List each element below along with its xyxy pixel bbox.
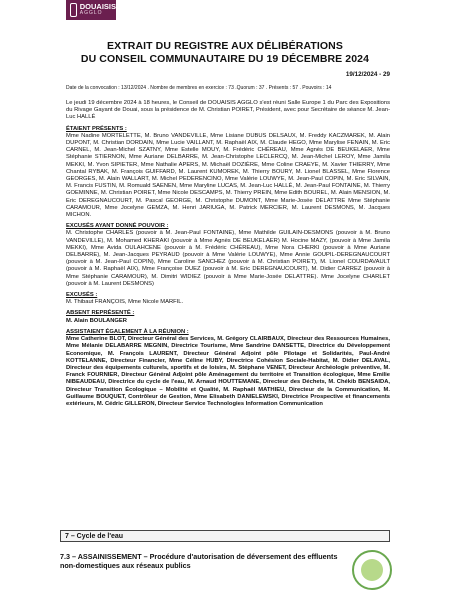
- deliberation-reference: 19/12/2024 - 29: [345, 71, 390, 78]
- present-heading: ÉTAIENT PRÉSENTS :: [66, 125, 127, 132]
- douaisis-agglo-logo: [66, 0, 116, 20]
- convocation-meta: Date de la convocation : 13/12/2024 . Nombre de membres en exercice : 73 .Quorum : 37 . Présents : 57 . Pouvoirs : 14: [66, 85, 332, 91]
- intro-paragraph: Le jeudi 19 décembre 2024 à 18 heures, le Conseil de DOUAISIS AGGLO s'est réuni Salle Europe 1 du Parc des Expositions du Rivage Gayant de Douai, sous la présidence de M. Christian POIRET, Président, avec pour Secrétaire de séance M. Jean-Luc HALLÉ: [66, 100, 390, 121]
- logo-name: DOUAISIS: [79, 2, 116, 11]
- excused-list: M. Thibaut FRANÇOIS, Mme Nicole MARFIL.: [66, 299, 184, 306]
- excused-power-list: M. Christophe CHARLES (pouvoir à M. Jean-Paul FONTAINE), Mme Mathilde GUILAIN-DESMONS (pouvoir à M. Bruno VANDEVILLE), M. Mohamed KHERAKI (pouvoir à Mme Agnès DE BEUKELAER) M. Hocine MAZY, (pouvoir à Mme Jamila MEKKI), Mme Avida OULAHCENE (pouvoir à M. Frédéric CHÉREAU), Mme Nora CHERKI (pouvoir à Mme Auriane DELBARRE), M. Jean-Jacques PEYRAUD (pouvoir à Mme Valérie LOUWYE), Mme Annie GOUPIL-DEREGNAUCOURT (pouvoir à M. Jean-Paul COPIN), Mme Caroline SANCHEZ (pouvoir à M. Christian POIRET), M. Lionel COURDAVAULT (pouvoir à M. Raphaël AIX), Mme Françoise DUEZ (pouvoir à M. Eric DEREGNAUCOURT), M. Didier CARREZ (pouvoir à Mme Stéphanie CARAMOUR), M. Dimitri WIDIEZ (pouvoir à Mme Marie-Josée DELATTRE). Mme Jocelyne CHARLET (pouvoir à M. Laurent DESMONS): [66, 230, 390, 287]
- absent-list: M. Alain BOULANGER: [66, 317, 127, 324]
- section-heading: 7 – Cycle de l'eau: [60, 530, 390, 542]
- excused-heading: EXCUSÉS :: [66, 292, 98, 299]
- label-badge-icon: [352, 550, 392, 590]
- badge-center: [361, 559, 383, 581]
- logo-mark-icon: [70, 3, 77, 17]
- present-list: Mme Nadine MORTELETTE, M. Bruno VANDEVILLE, Mme Lisiane DUBUS DELSAUX, M. Freddy KACZMAREK, M. Alain DUPONT, M. Christian DORDAIN, Mme Lucie VAILLANT, M. Raphaël AIX, M. Claude HEGO, Mme Marylise FENAIN, M. Eric CARNEL, M. Jean-Michel SZATNY, Mme Estelle MOUY, M. Frédéric CHÉREAU, Mme Agnès DE BEUKELAER, Mme Stéphanie STIERNON, Mme Auriane DELBARRE, M. Jean-Christophe LECLERCQ, M. Jean-Michel LEROY, Mme Jamila MEKKI, M. Yvon SIPIETER, Mme Nathalie APERS, M. Michaël DOZIÈRE, Mme Coline CRAEYE, M. Xavier THIERRY, Mme Chantal RYBAK, M. François GUIFFARD, M. Laurent KUMOREK, M. Thierry BOURY, M. Lionel BLASSEL, Mme Florence GEORGES, M. Alain WALLART, M. Michel PEDERENCINO, Mme Valérie LOUWYE, M. Jean-Paul COPIN, M. Eric SILVAIN, M. Francis FUSTIN, M. Romuald SAENEN, Mme Maryline LUCAS, M. Jean-Luc HALLÉ, M. Jean-Paul FONTAINE, M. Thierry GOEMINNE, M. Christian POIRET, Mme Nicole DESCAMPS, M. Thierry PREIN, Mme Edith BOUREL, M. Alain MENSION, M. Eric DEREGNAUCOURT, M. Pascal GEORGE, M. Christophe DUMONT, Mme Marie-Josée DELATTRE Mme Stéphanie CARAMOUR, Mme Jocelyne GEMZA, M. Henri JARIUGA, M. Patrick MERCIER, M. Laurent DESMONS, M. Jacques MICHON.: [66, 132, 390, 219]
- title-line-1: EXTRAIT DU REGISTRE AUX DÉLIBÉRATIONS: [107, 40, 343, 52]
- logo-subname: AGGLO: [79, 10, 103, 16]
- absent-heading: ABSENT REPRÉSENTÉ :: [66, 310, 135, 317]
- title-line-2: DU CONSEIL COMMUNAUTAIRE DU 19 DÉCEMBRE 2024: [80, 53, 370, 65]
- assistants-heading: ASSISTAIENT ÉGALEMENT À LA RÉUNION :: [66, 328, 189, 335]
- document-title: [60, 40, 390, 66]
- excused-power-heading: EXCUSÉS AYANT DONNÉ POUVOIR :: [66, 223, 169, 230]
- assistants-list: Mme Catherine BLOT, Directeur Général des Services, M. Grégory CLAIRBAUX, Directeur des Ressources Humaines, Mme Mélanie DELABARRE MEGNIN, Directrice Tourisme, Mme Sandrine DANSETTE, Directrice du Développement Economique, M. François LAURENT, Directeur Général Adjoint pôle Pilotage et Solidarités, Paul-André KOTTELANNE, Directeur Financier, Mme Céline HUBY, Directrice Cohésion Sociale-Habitat, M. Didier DELAVAL, Directeur des équipements culturels, sportifs et de loisirs, M. Stéphane VENET, Directeur Archéologie préventive, M. Franck FOURNIER, Directeur Général Adjoint pôle Aménagement du territoire et Transition écologique, Mme Emilie NIBEAUDEAU, Directrice du cycle de l'eau, M. Arnaud HOUTTEMANE, Directeur des Déchets, M. Chékib BENSAIDA, Directeur Transition Écologique – Mobilité et Qualité, M. Raphaël MATHIEU, Directeur de la Communication, M. Guillaume BOUQUET, Contrôleur de Gestion, Mme Elisabeth DANIELEWSKI, Directrice Prospective et financements extérieurs, M. Cédric GILLERON, Directeur Service Technologies Information Communication: [66, 336, 390, 407]
- document-body: [66, 100, 390, 411]
- subsection-title: 7.3 – ASSAINISSEMENT – Procédure d'autorisation de déversement des effluents non-domestiques aux réseaux publics: [60, 552, 338, 570]
